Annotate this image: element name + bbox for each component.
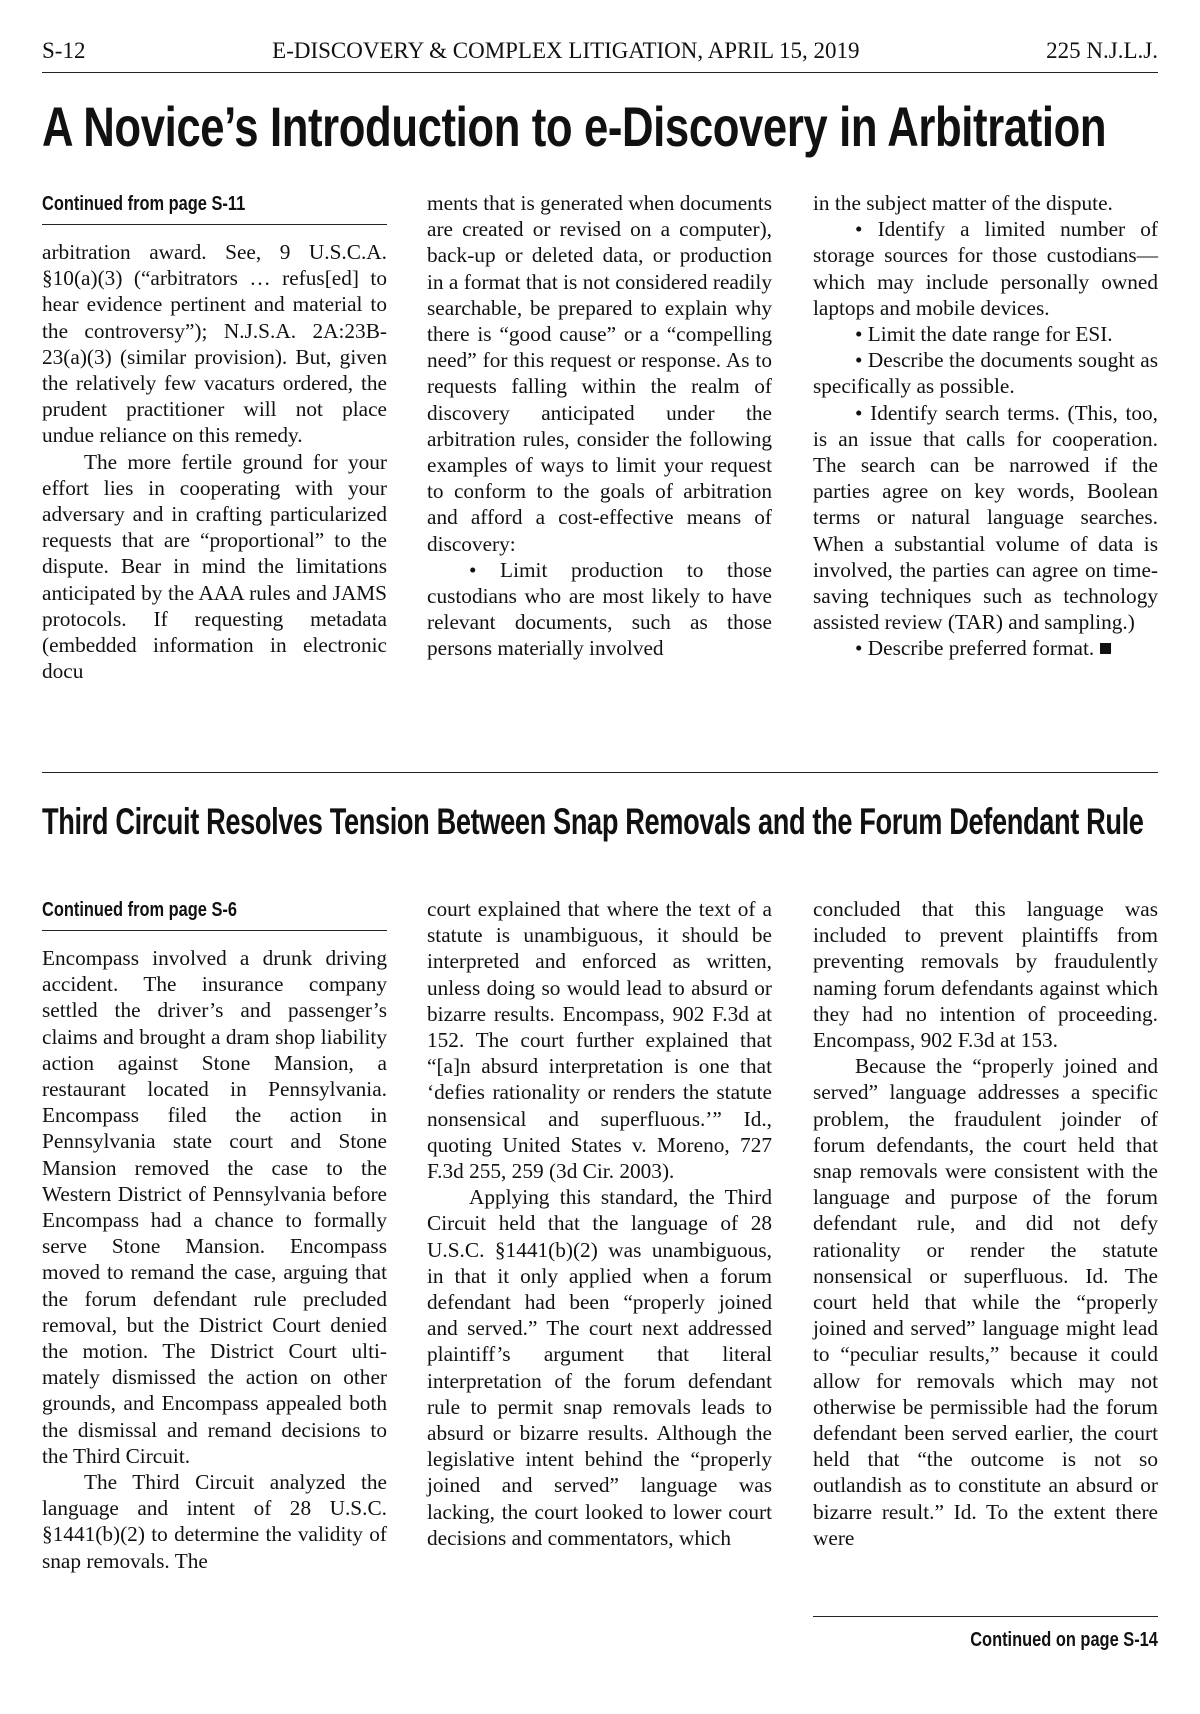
paragraph: Applying this standard, the Third Circuit held that the language of 28 U.S.C. §1441(b)(2) was unambiguous, in that it only applied when a forum defendant had been “properly joined and served.” The court next addressed plaintiff’s argument that literal interpretation of the forum defendant rule to permit snap removals leads to absurd or bizarre results. Although the legislative intent behind the “properly joined and served” language was lacking, the court looked to lower court decisions and commentators, which: [427, 1185, 772, 1550]
article-2-column-2: [427, 896, 772, 1551]
paragraph: ments that is generated when documents are created or revised on a computer), back-up or deleted data, or production in a format that is not considered readily searchable, be prepared to explain why there is “good cause” or a “compelling need” for this request or response. As to requests falling within the realm of discovery anticipated under the arbitration rules, consider the following examples of ways to limit your request to conform to the goals of arbitration and afford a cost-effective means of discovery:: [427, 191, 772, 556]
end-of-story-square-icon: [1100, 643, 1111, 654]
article-2-headline: Third Circuit Resolves Tension Between Snap Removals and the Forum Defendant Rule: [42, 801, 1144, 842]
article-2-column-1: [42, 896, 387, 1574]
article-2-column-3: [813, 896, 1158, 1551]
paragraph: concluded that this language was included to prevent plaintiffs from preventing removals by fraudulently naming forum defendants against which they had no intention of proceeding. Encompass, 902 F.3d at 153.: [813, 897, 1158, 1053]
paragraph: court explained that where the text of a statute is unambiguous, it should be interpreted and enforced as written, unless doing so would lead to absurd or bizarre results. Encompass, 902 F.3d at 152. The court further explained that “[a]n absurd interpretation is one that ‘defies rationality or renders the statute nonsensical and superfluous.’” Id., quoting United States v. Moreno, 727 F.3d 255, 259 (3d Cir. 2003).: [427, 897, 772, 1184]
running-head: [42, 38, 1158, 73]
continued-on-label: [813, 1616, 1158, 1653]
volume-citation: 225 N.J.L.J.: [1046, 38, 1158, 63]
article-1-column-3: [813, 190, 1158, 662]
continued-from-label: [42, 896, 387, 931]
continued-from-text: Continued from page S-11: [42, 193, 246, 215]
paragraph: The Third Circuit analyzed the language and intent of 28 U.S.C. §1441(b)(2) to determine the validity of snap removals. The: [42, 1470, 387, 1573]
bullet-item: • Identify search terms. (This, too, is an issue that calls for cooperation. The search can be narrowed if the parties agree on key words, Boolean terms or natural language searches. When a substantial volume of data is involved, the parties can agree on time-saving techniques such as technology assisted review (TAR) and sampling.): [813, 400, 1158, 635]
bullet-item: • Limit production to those custodians who are most likely to have relevant documents, such as those persons materially involved: [427, 557, 772, 661]
page-number: S-12: [42, 38, 86, 63]
bullet-item: • Identify a limited number of storage sources for those custodians—which may include personally owned laptops and mobile devices.: [813, 217, 1158, 320]
bullet-item: • Limit the date range for ESI.: [855, 322, 1113, 347]
paragraph: The more fertile ground for your effort lies in cooperating with your adversary and in crafting particularized requests that are “proportional” to the dispute. Bear in mind the limitations anticipated by the AAA rules and JAMS protocols. If requesting metadata (embedded information in electronic docu: [42, 449, 387, 684]
bullet-text: • Describe preferred format.: [855, 636, 1095, 661]
paragraph: arbitration award. See, 9 U.S.C.A. §10(a)(3) (“arbitrators … refus[ed] to hear evidence pertinent and material to the controversy”); N.J.S.A. 2A:23B-23(a)(3) (similar provision). But, given the relatively few vacaturs ordered, the prudent practitioner will not place undue reliance on this remedy.: [42, 240, 387, 448]
bullet-item-last: [813, 635, 1158, 661]
article-1-headline: A Novice’s Introduction to e-Discovery in Arbitration: [42, 95, 1107, 158]
continued-from-text: Continued from page S-6: [42, 899, 237, 921]
paragraph: Because the “properly joined and served” language addresses a specific problem, the fraudulent joinder of forum defendants, the court held that snap removals were consistent with the language and purpose of the forum defendant rule, and did not defy rationality or render the statute nonsensical or superfluous. Id. The court held that while the “properly joined and served” language might lead to “peculiar results,” because it could allow for removals which may not otherwise be permissible had the forum defendant been served earlier, the court held that “the outcome is not so outlandish as to constitute an absurd or bizarre result.” Id. To the extent there were: [813, 1054, 1158, 1550]
article-1-column-1: [42, 190, 387, 684]
article-1-column-2: [427, 190, 772, 662]
publication-line: E-DISCOVERY & COMPLEX LITIGATION, APRIL 15, 2019: [272, 38, 860, 63]
continued-on-text: Continued on page S-14: [970, 1629, 1158, 1651]
paragraph: in the subject matter of the dispute.: [813, 191, 1113, 215]
bullet-item: • Describe the documents sought as specifically as possible.: [813, 348, 1158, 399]
paragraph: Encompass involved a drunk driving accident. The insurance company settled the driver’s and passenger’s claims and brought a dram shop liability action against Stone Mansion, a restaurant located in Pennsylvania. Encompass filed the action in Pennsylvania state court and Stone Mansion removed the case to the Western District of Pennsylvania before Encompass had a chance to formally serve Stone Mansion. Encompass moved to remand the case, arguing that the forum defendant rule precluded removal, but the District Court denied the motion. The District Court ultimately dismissed the action on other grounds, and Encompass appealed both the dismissal and remand decisions to the Third Circuit.: [42, 946, 387, 1468]
continued-from-label: [42, 190, 387, 225]
section-divider: [42, 772, 1158, 773]
